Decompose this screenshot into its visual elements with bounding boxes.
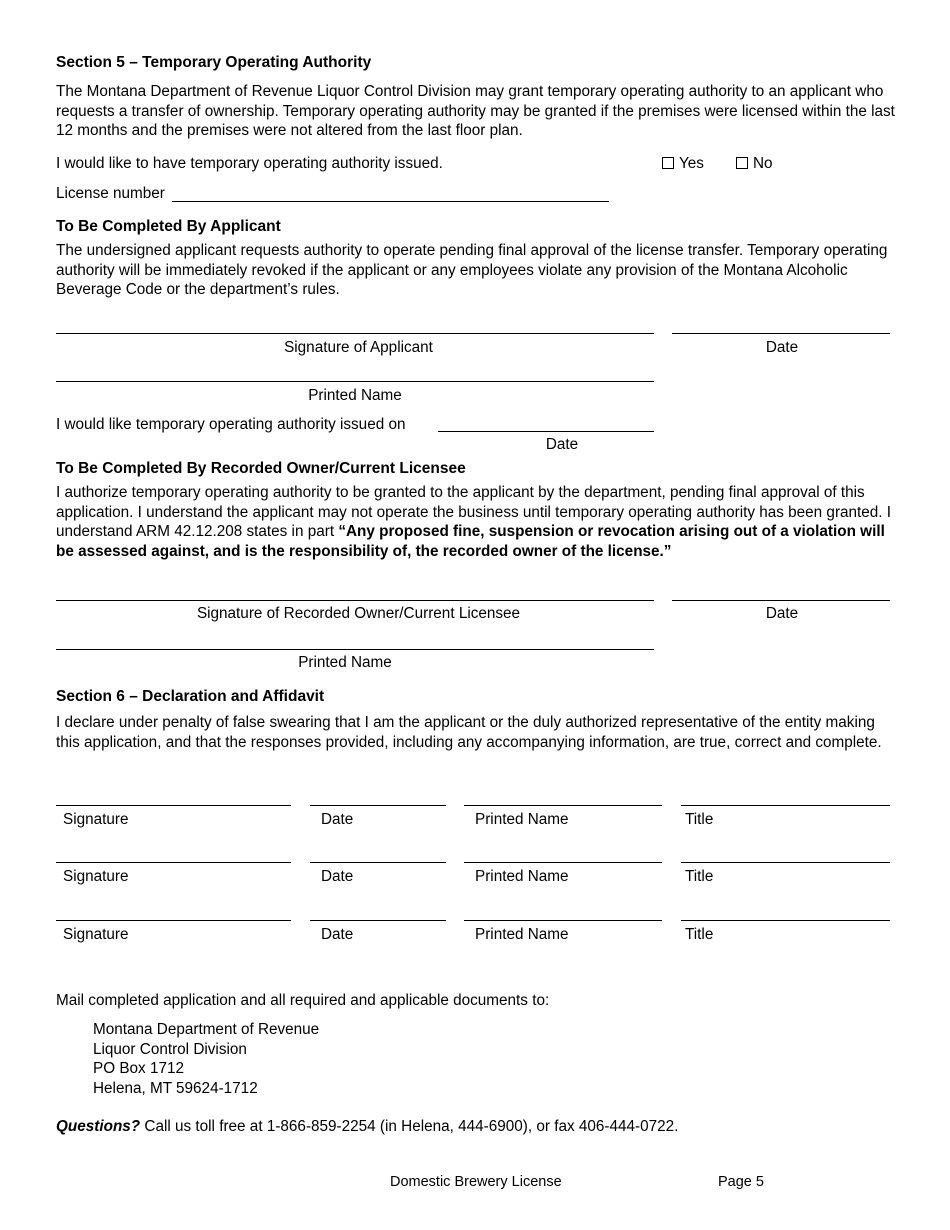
owner-text [56,483,896,561]
owner-date-label: Date [765,605,799,622]
section6-text: I declare under penalty of false swearing that I am the applicant or the duly authorized representative of the entity making this application, and that the responses provided, including any accompanying information, are true, correct and complete. [56,714,882,751]
signature-line[interactable] [56,805,291,806]
license-number-label: License number [56,185,165,202]
date-label: Date [321,868,354,885]
title-label: Title [685,811,714,828]
no-option[interactable] [736,154,773,174]
title-label: Title [685,926,714,943]
printed-name-label: Printed Name [475,926,569,943]
address-line: Helena, MT 59624-1712 [93,1080,258,1097]
printed-name-line[interactable] [464,805,662,806]
questions-label: Questions? [56,1118,141,1135]
printed-name-line[interactable] [464,920,662,921]
title-line[interactable] [681,805,890,806]
license-number-field[interactable] [172,201,609,202]
owner-signature-line[interactable] [56,600,654,601]
signature-label: Signature [63,811,129,828]
applicant-printed-name-line[interactable] [56,381,654,382]
title-label: Title [685,868,714,885]
printed-name-line[interactable] [464,862,662,863]
issued-on-date-line[interactable] [438,431,654,432]
issued-on-date-label: Date [545,436,579,453]
date-line[interactable] [310,805,446,806]
owner-printed-name-line[interactable] [56,649,654,650]
signature-line[interactable] [56,920,291,921]
yes-label: Yes [679,155,704,172]
section6-title: Section 6 – Declaration and Affidavit [56,688,325,705]
no-label: No [753,155,773,172]
signature-label: Signature [63,926,129,943]
yes-option[interactable] [662,154,704,174]
owner-text-plain: I authorize temporary operating authority to be granted to the applicant by the department, pending final approval of this application. I understand the applicant may not operate the business until temporary operating authority has been granted. I understand ARM 42.12.208 states in part [56,484,892,541]
mail-intro: Mail completed application and all required and applicable documents to: [56,992,550,1009]
owner-signature-label: Signature of Recorded Owner/Current Licensee [196,605,521,622]
issued-on-label: I would like temporary operating authority issued on [56,416,406,433]
applicant-signature-line[interactable] [56,333,654,334]
applicant-heading: To Be Completed By Applicant [56,218,281,235]
applicant-signature-label: Signature of Applicant [284,339,433,356]
applicant-text: The undersigned applicant requests authority to operate pending final approval of the license transfer. Temporary operating authority will be immediately revoked if the applicant or any employees violate any provision of the Montana Alcoholic Beverage Code or the department’s rules. [56,242,888,299]
owner-text-bold: “Any proposed fine, suspension or revocation arising out of a violation will be assessed against, and is the responsibility of, the recorded owner of the license.” [56,523,885,560]
title-line[interactable] [681,920,890,921]
owner-heading: To Be Completed By Recorded Owner/Current Licensee [56,460,466,477]
questions-line [56,1117,678,1137]
printed-name-label: Printed Name [475,811,569,828]
temp-authority-question: I would like to have temporary operating authority issued. [56,155,443,172]
date-line[interactable] [310,862,446,863]
date-label: Date [321,811,354,828]
date-label: Date [321,926,354,943]
questions-text: Call us toll free at 1-866-859-2254 (in Helena, 444-6900), or fax 406-444-0722. [140,1118,679,1135]
section5-intro: The Montana Department of Revenue Liquor Control Division may grant temporary operating authority to an applicant who requests a transfer of ownership. Temporary operating authority may be granted if the premises were licensed within the last 12 months and the premises were not altered from the last floor plan. [56,83,895,140]
title-line[interactable] [681,862,890,863]
yes-checkbox[interactable] [662,157,674,169]
printed-name-label: Printed Name [475,868,569,885]
date-line[interactable] [310,920,446,921]
address-line: Liquor Control Division [93,1041,247,1058]
address-line: PO Box 1712 [93,1060,184,1077]
owner-printed-name-label: Printed Name [298,654,392,671]
signature-label: Signature [63,868,129,885]
applicant-date-label: Date [765,339,799,356]
owner-date-line[interactable] [672,600,890,601]
signature-line[interactable] [56,862,291,863]
no-checkbox[interactable] [736,157,748,169]
section5-title: Section 5 – Temporary Operating Authority [56,54,372,71]
footer-form-name: Domestic Brewery License [390,1174,562,1190]
footer-page-number: Page 5 [718,1174,764,1190]
address-line: Montana Department of Revenue [93,1021,320,1038]
applicant-date-line[interactable] [672,333,890,334]
applicant-printed-name-label: Printed Name [308,387,402,404]
